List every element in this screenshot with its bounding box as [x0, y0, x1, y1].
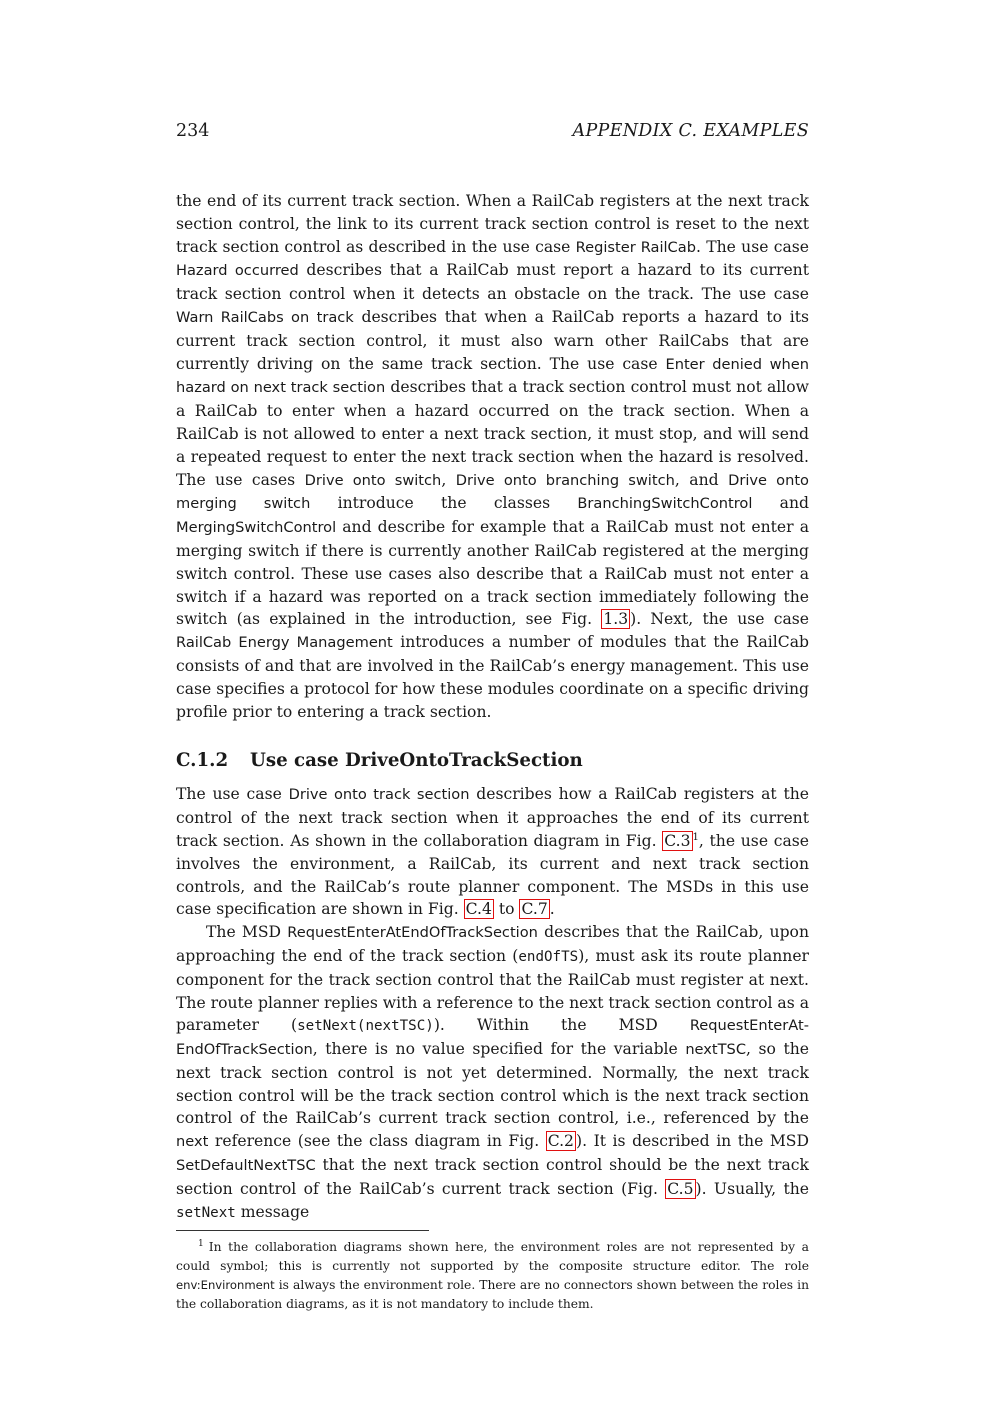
reference-name: next [176, 1133, 209, 1151]
msd-name: SetDefaultNextTSC [176, 1157, 316, 1175]
figure-link[interactable]: 1.3 [603, 610, 629, 629]
section-heading [176, 749, 809, 773]
use-case-name: Enter denied when hazard on next track section [176, 355, 809, 397]
main-text [176, 190, 809, 1314]
class-name: MergingSwitchControl [176, 519, 337, 537]
use-case-name: Drive onto merging switch [176, 471, 809, 513]
role-name: env:Environment [176, 1278, 275, 1293]
use-case-name: Drive onto track section [288, 786, 470, 804]
footnote-rule [176, 1230, 429, 1231]
paragraph: The MSD RequestEnterAtEndOfTrackSection describes that the RailCab, upon approaching the end of the track section (endOfTS), must ask its route planner component for the track section control that the RailCab must register at next. The route planner replies with a reference to the next track section control as a parameter (setNext(nextTSC)). Within the MSD RequestEnterAtEndOfTrackSection, there is no value specified for the variable nextTSC, so the next track section control is not yet determined. Normally, the next track section control will be the track section control which is the next track section control of the RailCab’s current track section control, i.e., referenced by the next reference (see the class diagram in Fig. C.2 ). It is described in the MSD SetDefaultNextTSC that the next track section control should be the next track section control of the RailCab’s current track section (Fig. C.5 ). Usually, the setNext message [176, 923, 810, 1221]
paragraph-continued: the end of its current track section. When a RailCab registers at the next track section control, the link to its current track section control is reset to the next track section control as described in the use case Register RailCab. The use case Hazard occurred describes that a RailCab must report a hazard to its current track section control when it detects an obstacle on the track. The use case Warn RailCabs on track describes that when a RailCab reports a hazard to its current track section control, it must also warn other RailCabs that are currently driving on the same track section. The use case Enter denied when hazard on next track section describes that a track section control must not allow a RailCab to enter when a hazard occurred on the track section. When a RailCab is not allowed to enter a next track section, it must stop, and will send a repeated request to enter the next track section when the hazard is resolved. The use cases Drive onto switch, Drive onto branching switch, and Drive onto merging switch introduce the classes BranchingSwitchControl and MergingSwitchControl and describe for example that a RailCab must not enter a merging switch if there is currently another RailCab registered at the merging switch control. These use cases also describe that a RailCab must not enter a switch if a hazard was reported on a track section immediately following the switch (as explained in the introduction, see Fig. 1.3 ). Next, the use case RailCab Energy Management introduces a number of modules that the RailCab consists of and that are involved in the RailCab’s energy management. This use case specifies a protocol for how these modules coordinate on a specific driving profile prior to entering a track section. [176, 192, 810, 721]
section-number: C.1.2 [176, 750, 229, 772]
msd-name: RequestEnterAtEndOfTrackSection [287, 924, 538, 942]
use-case-name: Warn RailCabs on track [176, 308, 354, 326]
code-term: endOfTS [518, 948, 579, 965]
figure-link[interactable]: C.5 [667, 1179, 694, 1198]
use-case-name: Hazard occurred [176, 262, 299, 280]
msd-name: RequestEnterAtEndOfTrackSection [176, 1017, 810, 1059]
section-title: Use case DriveOntoTrackSection [250, 750, 583, 772]
figure-link[interactable]: C.2 [547, 1132, 574, 1151]
footnote-link[interactable]: 1 [692, 831, 699, 843]
figure-link[interactable]: C.7 [521, 900, 548, 919]
page-number: 234 [176, 121, 210, 141]
use-case-name: Register RailCab [575, 238, 696, 256]
running-title: APPENDIX C. EXAMPLES [572, 121, 809, 141]
code-term: setNext(nextTSC) [297, 1018, 434, 1035]
use-case-name: RailCab Energy Management [176, 634, 393, 652]
page-header [176, 121, 809, 145]
class-name: BranchingSwitchControl [577, 495, 753, 513]
use-case-name: Drive onto branching switch [455, 471, 675, 489]
paragraph: The use case Drive onto track section describes how a RailCab registers at the control of the next track section when it approaches the end of its current track section. As shown in the collaboration diagram in Fig. C.3 $^1$, the use case involves the environment, a RailCab, its current and next track section controls, and the RailCab’s route planner component. The MSDs in this use case specification are shown in Fig. C.4 to C.7 . [176, 785, 810, 919]
code-term: setNext [176, 1204, 236, 1221]
use-case-name: Drive onto switch [304, 471, 442, 489]
figure-link[interactable]: C.4 [465, 900, 492, 919]
footnote: $^1$ In the collaboration diagrams shown here, the environment roles are not represented by a could symbol; this is currently not supported by the composite structure editor. The role env:Environment is always the environment role. There are no connectors shown between the roles in the collaboration diagrams, as it is not mandatory to include them. [176, 1239, 809, 1311]
footnote-mark: 1 [198, 1239, 204, 1250]
variable-name: nextTSC [685, 1041, 747, 1059]
figure-link[interactable]: C.3 [664, 831, 691, 850]
